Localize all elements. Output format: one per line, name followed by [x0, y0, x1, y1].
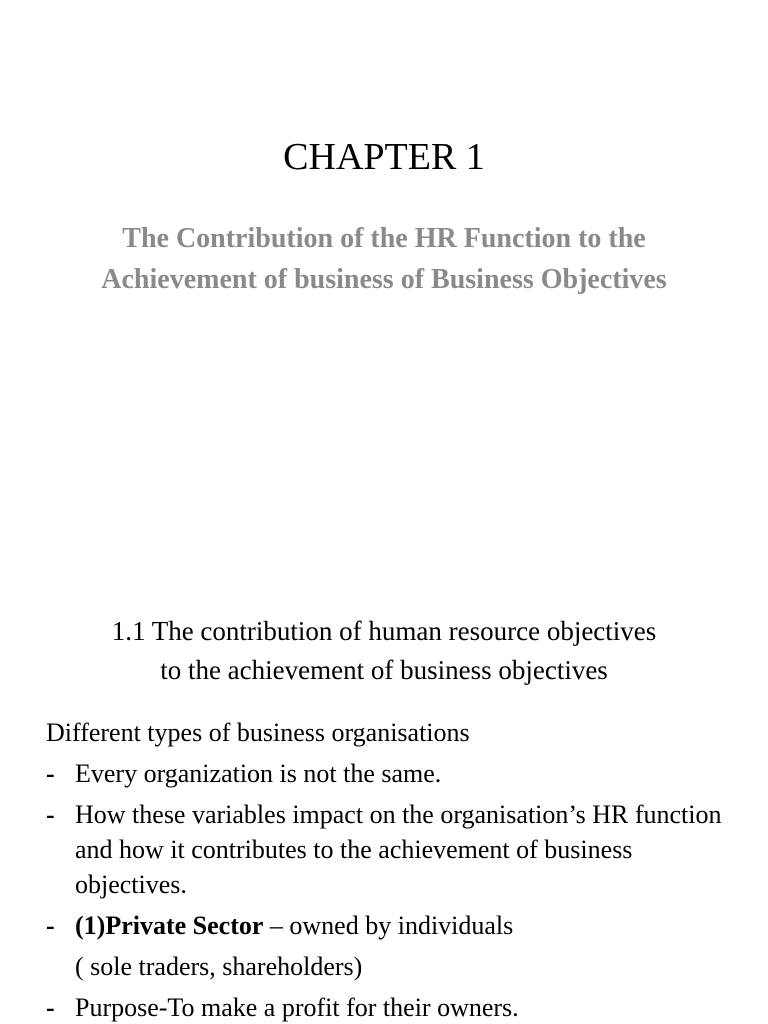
bullet-text: Purpose-To make a profit for their owners. — [75, 993, 519, 1022]
intro-text: Different types of business organisations — [46, 718, 470, 747]
chapter-title: CHAPTER 1 — [283, 136, 485, 178]
list-item — [46, 990, 746, 1024]
bullet-text: Every organization is not the same. — [75, 759, 442, 788]
bullet-dash: - — [46, 993, 55, 1022]
section-heading-line-1: 1.1 The contribution of human resource objectives — [111, 616, 657, 646]
list-item — [46, 908, 746, 984]
bullet-text: – owned by individuals — [263, 911, 514, 940]
bullet-dash: - — [46, 911, 55, 940]
bullet-bold-term: (1)Private Sector — [75, 911, 264, 940]
section-heading — [24, 612, 744, 690]
bullet-text: How these variables impact on the organisation’s HR function and how it contributes to the achievement of business objectives. — [75, 800, 722, 899]
slide-section-1-1 — [0, 575, 768, 1024]
bullet-continuation: ( sole traders, shareholders) — [75, 952, 363, 981]
list-item — [46, 797, 746, 902]
chapter-subtitle: The Contribution of the HR Function to the Achievement of business of Business Objectives — [101, 223, 667, 295]
bullet-dash: - — [46, 759, 55, 788]
bullet-list — [46, 756, 746, 1024]
section-heading-line-2: to the achievement of business objectives — [160, 655, 608, 685]
slide-body — [46, 715, 746, 1024]
list-item — [46, 756, 746, 791]
bullet-dash: - — [46, 800, 55, 829]
